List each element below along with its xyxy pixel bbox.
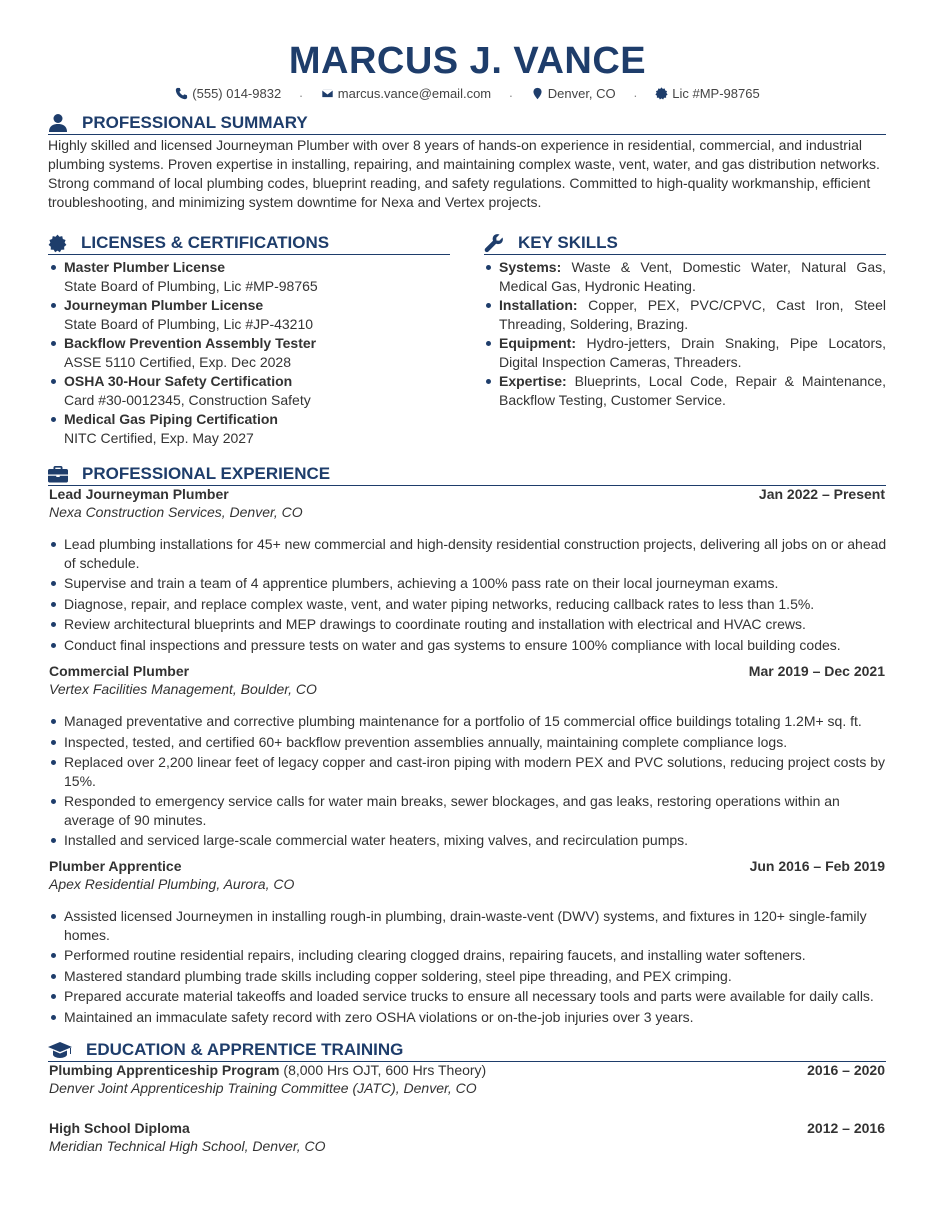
skill-text: Copper, PEX, PVC/CPVC, Cast Iron, Steel Threading, Soldering, Brazing. bbox=[499, 297, 886, 332]
user-icon bbox=[48, 113, 68, 133]
license-title: Journeyman Plumber License bbox=[64, 297, 264, 313]
licenses-list bbox=[49, 258, 449, 448]
summary-heading bbox=[48, 113, 886, 135]
list-item: Managed preventative and corrective plumbing maintenance for a portfolio of 15 commercial office buildings totaling 1.2M+ sq. ft. bbox=[49, 712, 887, 731]
job-role: Lead Journeyman Plumber bbox=[49, 486, 229, 502]
edu-school: Meridian Technical High School, Denver, CO bbox=[49, 1138, 326, 1154]
skills-heading bbox=[484, 233, 886, 255]
summary-text: Highly skilled and licensed Journeyman Plumber with over 8 years of hands-on experience in residential, commercial, and industrial plumbing systems. Proven expertise in installing, repairing, and maintaining complex waste, vent, water, and gas distribution networks. Strong command of local plumbing codes, blueprint reading, and safety regulations. Committed to high-quality workmanship, efficient troubleshooting, and minimizing system downtime for Nexa and Vertex projects. bbox=[48, 137, 880, 210]
license-detail: NITC Certified, Exp. May 2027 bbox=[64, 429, 254, 446]
summary-title: PROFESSIONAL SUMMARY bbox=[82, 113, 308, 132]
contact-license bbox=[655, 86, 759, 101]
list-item: Review architectural blueprints and MEP drawings to coordinate routing and installation with electrical and HVAC crews. bbox=[49, 615, 887, 634]
job-dates: Mar 2019 – Dec 2021 bbox=[748, 663, 885, 679]
contact-line bbox=[0, 86, 935, 103]
phone-text: (555) 014-9832 bbox=[192, 86, 282, 101]
list-item bbox=[49, 334, 449, 371]
skill-label: Installation: bbox=[499, 297, 578, 313]
job-entry bbox=[49, 662, 885, 698]
job-bullets bbox=[49, 535, 887, 656]
job-role: Commercial Plumber bbox=[49, 663, 190, 679]
list-item bbox=[484, 372, 886, 409]
list-item bbox=[49, 258, 449, 295]
job-entry bbox=[49, 857, 885, 893]
job-dates: Jan 2022 – Present bbox=[758, 486, 885, 502]
envelope-icon bbox=[321, 87, 334, 100]
edu-degree: High School Diploma bbox=[49, 1120, 190, 1136]
license-detail: State Board of Plumbing, Lic #MP-98765 bbox=[64, 277, 318, 294]
list-item: Assisted licensed Journeymen in installing rough-in plumbing, drain-waste-vent (DWV) systems, and fixtures in 120+ single-family homes. bbox=[49, 907, 887, 944]
list-item: Performed routine residential repairs, including clearing clogged drains, repairing faucets, and installing water softeners. bbox=[49, 946, 887, 965]
wrench-icon bbox=[484, 233, 504, 253]
education-heading bbox=[48, 1040, 886, 1062]
skill-label: Equipment: bbox=[499, 335, 576, 351]
list-item: Diagnose, repair, and replace complex waste, vent, and water piping networks, reducing callback rates to less than 1.5%. bbox=[49, 595, 887, 614]
list-item: Responded to emergency service calls for water main breaks, sewer blockages, and gas leaks, restoring operations within an average of 90 minutes. bbox=[49, 792, 887, 829]
job-company: Apex Residential Plumbing, Aurora, CO bbox=[49, 876, 295, 892]
license-detail: Card #30-0012345, Construction Safety bbox=[64, 391, 311, 408]
list-item bbox=[484, 334, 886, 371]
experience-heading bbox=[48, 464, 886, 486]
list-item: Installed and serviced large-scale commercial water heaters, mixing valves, and recirculation pumps. bbox=[49, 831, 887, 850]
list-item: Maintained an immaculate safety record with zero OSHA violations or on-the-job injuries over 3 years. bbox=[49, 1008, 887, 1027]
skill-text: Blueprints, Local Code, Repair & Maintenance, Backflow Testing, Customer Service. bbox=[499, 373, 886, 408]
license-title: Master Plumber License bbox=[64, 259, 226, 275]
email-text: marcus.vance@email.com bbox=[337, 86, 492, 101]
certificate-icon bbox=[48, 234, 67, 253]
license-detail: ASSE 5110 Certified, Exp. Dec 2028 bbox=[64, 353, 291, 370]
edu-extra: (8,000 Hrs OJT, 600 Hrs Theory) bbox=[279, 1062, 487, 1078]
skill-label: Expertise: bbox=[499, 373, 567, 389]
license-title: Backflow Prevention Assembly Tester bbox=[64, 335, 317, 351]
edu-dates: 2016 – 2020 bbox=[807, 1062, 885, 1078]
briefcase-icon bbox=[48, 464, 68, 484]
contact-phone bbox=[175, 86, 281, 101]
job-role: Plumber Apprentice bbox=[49, 858, 182, 874]
job-entry bbox=[49, 485, 885, 521]
skills-title: KEY SKILLS bbox=[518, 233, 618, 252]
licenses-title: LICENSES & CERTIFICATIONS bbox=[81, 233, 330, 252]
list-item bbox=[484, 258, 886, 295]
list-item bbox=[484, 296, 886, 333]
separator: · bbox=[298, 88, 304, 103]
experience-title: PROFESSIONAL EXPERIENCE bbox=[82, 464, 331, 483]
list-item: Conduct final inspections and pressure tests on water and gas systems to ensure 100% compliance with local building codes. bbox=[49, 636, 887, 655]
separator: · bbox=[508, 88, 514, 103]
phone-icon bbox=[175, 87, 188, 100]
license-title: Medical Gas Piping Certification bbox=[64, 411, 278, 427]
contact-location bbox=[531, 86, 616, 101]
list-item: Supervise and train a team of 4 apprentice plumbers, achieving a 100% pass rate on their local journeyman exams. bbox=[49, 574, 887, 593]
job-company: Nexa Construction Services, Denver, CO bbox=[49, 504, 303, 520]
education-entry bbox=[49, 1061, 885, 1097]
list-item bbox=[49, 296, 449, 333]
license-title: OSHA 30-Hour Safety Certification bbox=[64, 373, 293, 389]
edu-school: Denver Joint Apprenticeship Training Committee (JATC), Denver, CO bbox=[49, 1080, 477, 1096]
license-text: Lic #MP-98765 bbox=[672, 86, 760, 101]
candidate-name: MARCUS J. VANCE bbox=[288, 40, 647, 82]
contact-email bbox=[321, 86, 491, 101]
education-title: EDUCATION & APPRENTICE TRAINING bbox=[86, 1040, 404, 1059]
job-bullets bbox=[49, 907, 887, 1028]
location-text: Denver, CO bbox=[547, 86, 616, 101]
job-bullets bbox=[49, 712, 887, 852]
job-company: Vertex Facilities Management, Boulder, CO bbox=[49, 681, 317, 697]
license-detail: State Board of Plumbing, Lic #JP-43210 bbox=[64, 315, 314, 332]
skill-text: Waste & Vent, Domestic Water, Natural Gas, Medical Gas, Hydronic Heating. bbox=[499, 259, 886, 294]
graduation-cap-icon bbox=[48, 1040, 72, 1060]
skill-text: Hydro-jetters, Drain Snaking, Pipe Locators, Digital Inspection Cameras, Threaders. bbox=[499, 335, 886, 370]
list-item: Replaced over 2,200 linear feet of legacy copper and cast-iron piping with modern PEX and PVC solutions, reducing project costs by 15%. bbox=[49, 753, 887, 790]
skills-list bbox=[484, 258, 886, 410]
list-item: Lead plumbing installations for 45+ new commercial and high-density residential construction projects, delivering all jobs on or ahead of schedule. bbox=[49, 535, 887, 572]
education-entry bbox=[49, 1119, 885, 1155]
list-item bbox=[49, 372, 449, 409]
job-dates: Jun 2016 – Feb 2019 bbox=[749, 858, 885, 874]
separator: · bbox=[633, 88, 638, 103]
certificate-icon bbox=[655, 87, 668, 100]
list-item: Mastered standard plumbing trade skills including copper soldering, steel pipe threading, and PEX crimping. bbox=[49, 967, 887, 986]
licenses-heading bbox=[48, 233, 450, 255]
skill-label: Systems: bbox=[499, 259, 562, 275]
list-item bbox=[49, 410, 449, 447]
edu-degree: Plumbing Apprenticeship Program bbox=[49, 1062, 280, 1078]
edu-dates: 2012 – 2016 bbox=[807, 1120, 885, 1136]
map-pin-icon bbox=[531, 87, 544, 100]
list-item: Prepared accurate material takeoffs and loaded service trucks to ensure all necessary tools and parts were available for daily calls. bbox=[49, 987, 887, 1006]
list-item: Inspected, tested, and certified 60+ backflow prevention assemblies annually, maintaining complete compliance logs. bbox=[49, 733, 887, 752]
